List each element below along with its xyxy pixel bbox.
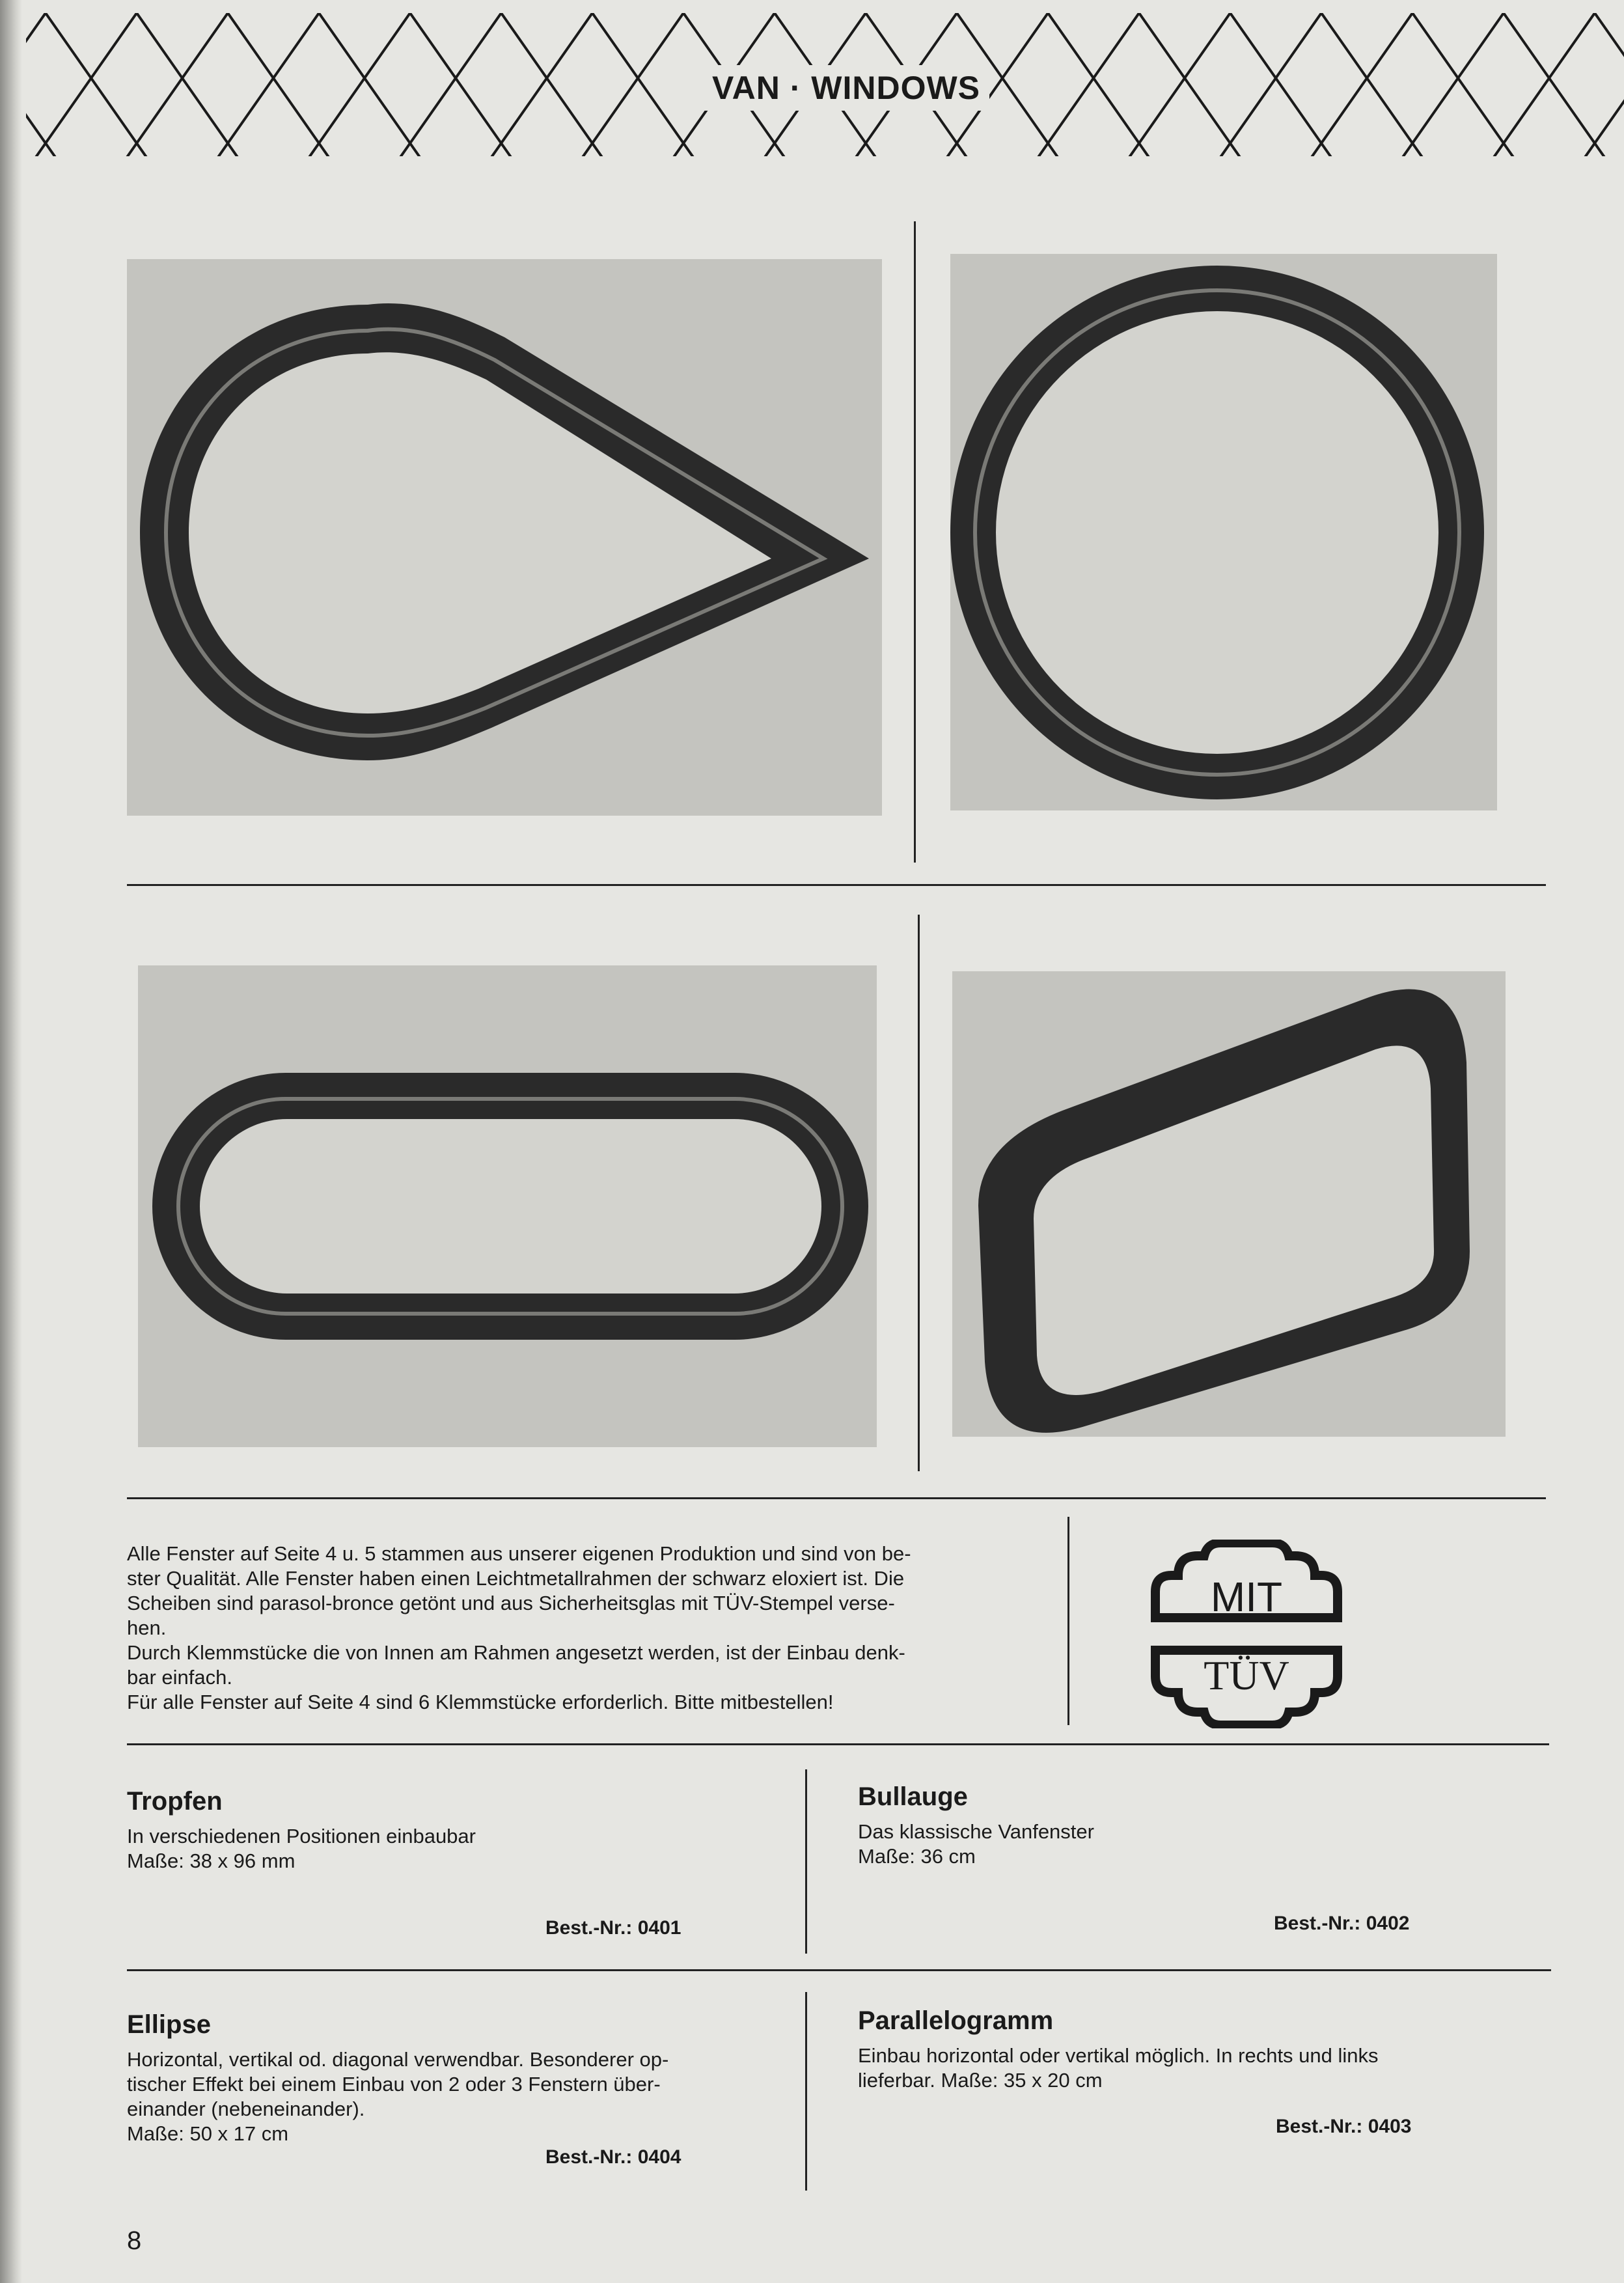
photo-section-bottom-rule: [127, 1497, 1546, 1499]
photo-ellipse-window: [138, 965, 877, 1447]
photo-parallelogram-window: [952, 971, 1506, 1437]
round-window-image: [950, 254, 1497, 810]
products-middle-rule: [127, 1969, 1551, 1971]
product-description-line: Das klassische Vanfenster: [858, 1820, 1094, 1843]
product-description-line: In verschiedenen Positionen einbaubar: [127, 1825, 476, 1847]
intro-text: [127, 1542, 1012, 1715]
product-name: Parallelogramm: [858, 2006, 1054, 2035]
page-title: VAN · WINDOWS: [703, 65, 989, 111]
intro-line: bar einfach.: [127, 1666, 232, 1689]
product-description-line: Horizontal, vertikal od. diagonal verwendbar. Besonderer op-: [127, 2048, 669, 2071]
intro-divider: [1067, 1517, 1069, 1725]
intro-bottom-rule: [127, 1743, 1549, 1745]
badge-line-tuv: TÜV: [1204, 1652, 1289, 1698]
product-description-line: einander (nebeneinander).: [127, 2097, 365, 2120]
intro-line: Für alle Fenster auf Seite 4 sind 6 Klemmstücke erforderlich. Bitte mitbestellen!: [127, 1691, 834, 1713]
tuv-badge: [1142, 1540, 1351, 1728]
page-number: 8: [127, 2226, 142, 2255]
intro-line: Alle Fenster auf Seite 4 u. 5 stammen aus unserer eigenen Produktion und sind von be-: [127, 1542, 911, 1565]
product-description-line: lieferbar. Maße: 35 x 20 cm: [858, 2069, 1103, 2092]
drop-window-image: [127, 259, 882, 816]
photo-grid-divider-vertical-top: [914, 221, 916, 863]
photo-round-window: [950, 254, 1497, 810]
products-divider-top: [805, 1769, 807, 1954]
order-number-ellipse: Best.-Nr.: 0404: [545, 2146, 681, 2168]
parallelogram-window-image: [952, 971, 1506, 1437]
intro-line: ster Qualität. Alle Fenster haben einen Leichtmetallrahmen der schwarz eloxiert ist. Die: [127, 1567, 905, 1590]
photo-grid-divider-horizontal: [127, 884, 1546, 886]
intro-line: Scheiben sind parasol-bronce getönt und aus Sicherheitsglas mit TÜV-Stempel verse-: [127, 1592, 895, 1614]
product-description-line: Maße: 36 cm: [858, 1845, 976, 1868]
products-divider-bottom: [805, 1992, 807, 2191]
product-description-line: Einbau horizontal oder vertikal möglich. In rechts und links: [858, 2044, 1379, 2067]
photo-drop-window: [127, 259, 882, 816]
badge-line-mit: MIT: [1210, 1573, 1283, 1620]
product-description-line: tischer Effekt bei einem Einbau von 2 oder 3 Fenstern über-: [127, 2073, 661, 2096]
intro-line: Durch Klemmstücke die von Innen am Rahmen angesetzt werden, ist der Einbau denk-: [127, 1641, 905, 1664]
product-tropfen: [127, 1787, 778, 1874]
product-description-line: Maße: 38 x 96 mm: [127, 1849, 296, 1872]
product-description-line: Maße: 50 x 17 cm: [127, 2122, 289, 2145]
photo-grid-divider-vertical-bottom: [918, 915, 920, 1471]
product-name: Ellipse: [127, 2010, 211, 2039]
order-number-bullauge: Best.-Nr.: 0402: [1274, 1913, 1410, 1934]
order-number-parallelogramm: Best.-Nr.: 0403: [1276, 2116, 1412, 2137]
product-ellipse: [127, 2010, 778, 2146]
product-bullauge: [858, 1782, 1509, 1869]
ellipse-window-image: [138, 965, 877, 1447]
binding-edge: [0, 0, 22, 2283]
product-name: Bullauge: [858, 1782, 968, 1811]
order-number-tropfen: Best.-Nr.: 0401: [545, 1917, 681, 1939]
product-parallelogramm: [858, 2006, 1548, 2093]
product-name: Tropfen: [127, 1787, 223, 1816]
intro-line: hen.: [127, 1616, 167, 1639]
